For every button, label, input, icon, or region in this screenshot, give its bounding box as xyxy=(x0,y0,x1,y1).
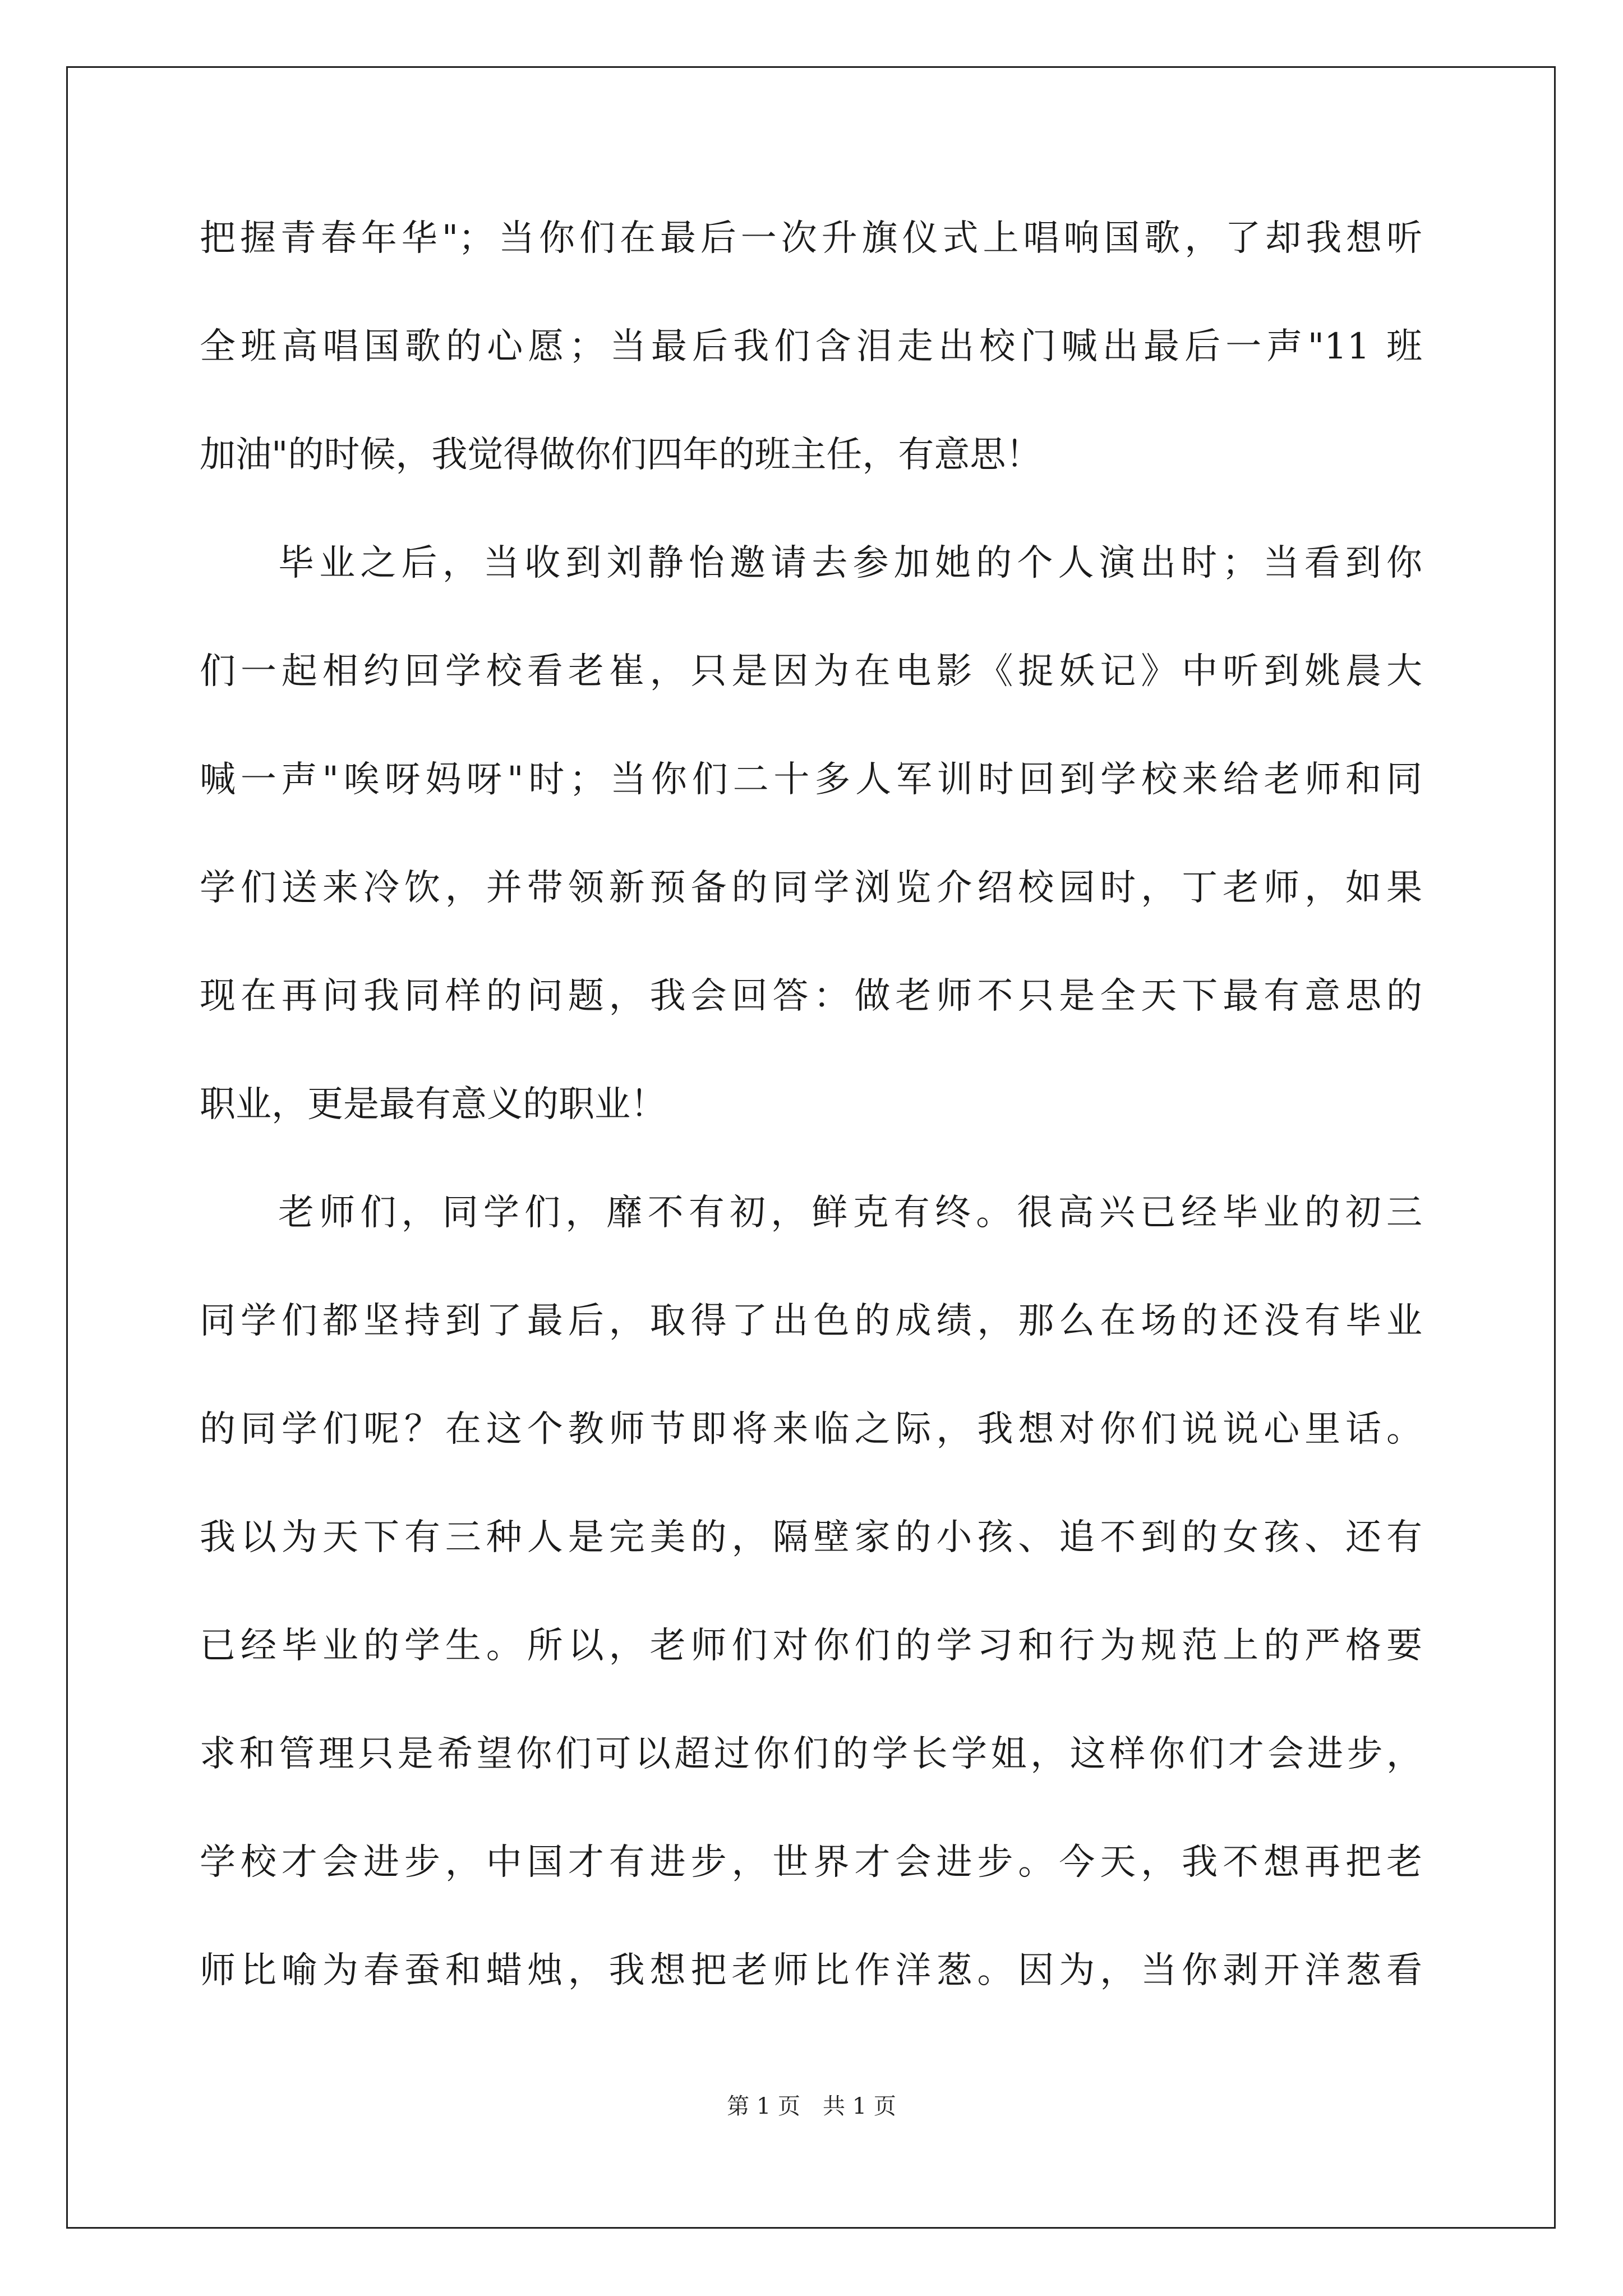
text-line: 把握青春年华"；当你们在最后一次升旗仪式上唱响国歌，了却我想听 xyxy=(200,218,1422,259)
page-footer: 第 1 页 共 1 页 xyxy=(727,2093,896,2119)
text-line: 加油"的时候，我觉得做你们四年的班主任，有意思！ xyxy=(200,434,1042,476)
text-line: 职业，更是最有意义的职业！ xyxy=(200,1084,666,1125)
paragraph-first-line: 老师们，同学们，靡不有初，鲜克有终。很高兴已经毕业的初三 xyxy=(278,1192,1422,1234)
text-line: 学们送来冷饮，并带领新预备的同学浏览介绍校园时，丁老师，如果 xyxy=(200,867,1422,909)
text-line: 现在再问我同样的问题，我会回答：做老师不只是全天下最有意思的 xyxy=(200,976,1422,1017)
text-line: 们一起相约回学校看老崔，只是因为在电影《捉妖记》中听到姚晨大 xyxy=(200,651,1422,692)
paragraph-first-line: 毕业之后，当收到刘静怡邀请去参加她的个人演出时；当看到你 xyxy=(278,542,1422,584)
text-line: 全班高唱国歌的心愿；当最后我们含泪走出校门喊出最后一声"11 班 xyxy=(200,326,1422,367)
page-border xyxy=(66,66,1556,2229)
text-line: 的同学们呢？在这个教师节即将来临之际，我想对你们说说心里话。 xyxy=(200,1409,1422,1450)
text-line: 我以为天下有三种人是完美的，隔壁家的小孩、追不到的女孩、还有 xyxy=(200,1517,1422,1558)
text-line: 已经毕业的学生。所以，老师们对你们的学习和行为规范上的严格要 xyxy=(200,1625,1422,1667)
text-line: 学校才会进步，中国才有进步，世界才会进步。今天，我不想再把老 xyxy=(200,1842,1422,1883)
text-line: 同学们都坚持到了最后，取得了出色的成绩，那么在场的还没有毕业 xyxy=(200,1300,1422,1342)
text-line: 求和管理只是希望你们可以超过你们的学长学姐，这样你们才会进步， xyxy=(200,1733,1422,1775)
text-line: 师比喻为春蚕和蜡烛，我想把老师比作洋葱。因为，当你剥开洋葱看 xyxy=(200,1950,1422,1991)
text-line: 喊一声"唉呀妈呀"时；当你们二十多人军训时回到学校来给老师和同 xyxy=(200,759,1422,800)
